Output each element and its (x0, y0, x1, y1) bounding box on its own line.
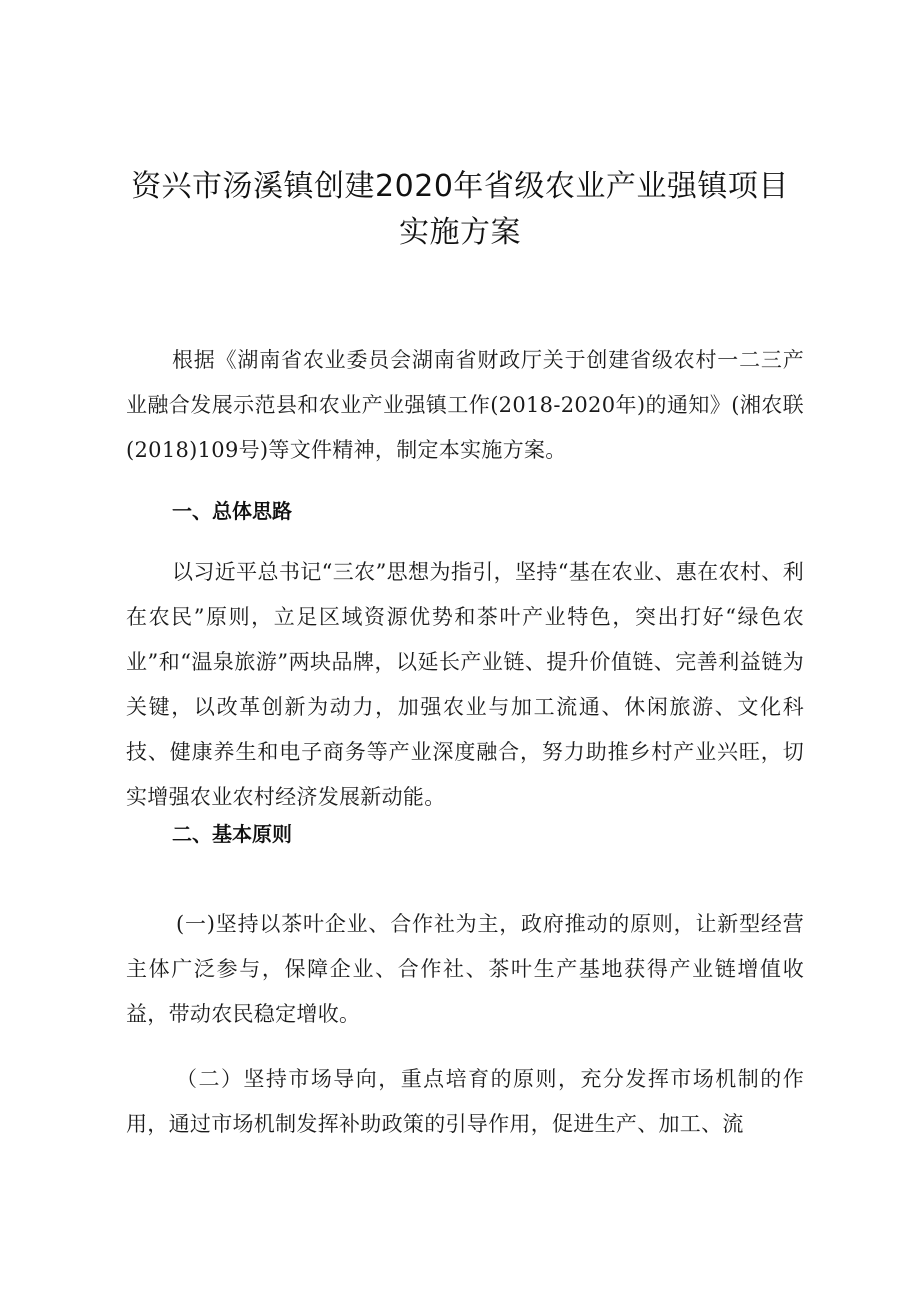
overall-approach-paragraph: 以习近平总书记“三农”思想为指引，坚持“基在农业、惠在农村、利在农民”原则，立足区域资源优势和茶叶产业特色，突出打好“绿色农业”和“温泉旅游”两块品牌，以延长产业链、提升价值链、完善利益链为关键，以改革创新为动力，加强农业与加工流通、休闲旅游、文化科技、健康养生和电子商务等产业深度融合，努力助推乡村产业兴旺，切实增强农业农村经济发展新动能。 (126, 560, 804, 809)
document-title-line-1: 资兴市汤溪镇创建2020年省级农业产业强镇项目 (131, 169, 789, 204)
section-heading-basic-principles: 二、基本原则 (172, 822, 292, 846)
section-heading-overall-approach: 一、总体思路 (172, 499, 292, 523)
intro-paragraph: 根据《湖南省农业委员会湖南省财政厅关于创建省级农村一二三产业融合发展示范县和农业产业强镇工作(2018-2020年)的通知》(湘农联(2018)109号)等文件精神，制定本实施方案。 (126, 348, 804, 462)
document-title-line-2: 实施方案 (399, 215, 521, 250)
principle-2-paragraph: （二）坚持市场导向，重点培育的原则，充分发挥市场机制的作用，通过市场机制发挥补助政策的引导作用，促进生产、加工、流 (126, 1067, 804, 1136)
principle-1-paragraph: (一)坚持以茶叶企业、合作社为主，政府推动的原则，让新型经营主体广泛参与，保障企业、合作社、茶叶生产基地获得产业链增值收益，带动农民稳定增收。 (126, 912, 804, 1026)
document-title (100, 164, 820, 256)
